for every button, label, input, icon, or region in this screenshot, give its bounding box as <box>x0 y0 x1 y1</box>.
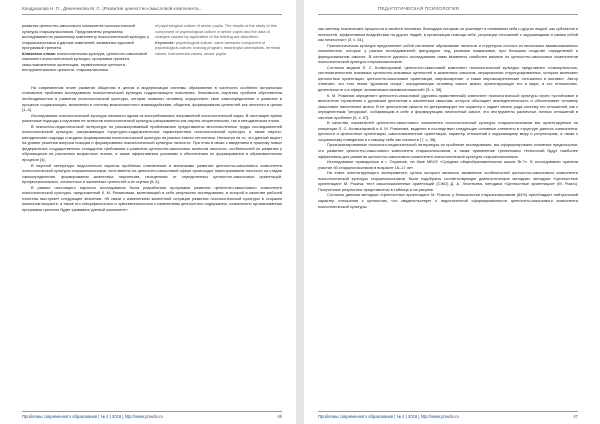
keywords-en-label: Keywords: <box>155 39 175 45</box>
keywords-en-text: psychological culture, value-semantic component of psychological culture, training program, meaningful orientations, terminal values, instrumental values, senior pupils. <box>155 39 280 56</box>
keywords-en <box>155 40 282 57</box>
paragraph: Проанализированные психолого-педагогической литературы по проблеме исследования, мы сформулировали основные предпосылки, что развитие ценностно-смыслового компонента старшеклассников, а также применение тренинговых технологий будут наиболее эффективны для развития ценностно-смыслового компонента психологической культуры старшеклассников. <box>318 142 578 159</box>
page-number-left: 46 <box>277 414 282 419</box>
keywords-ru-label: Ключевые слова: <box>22 50 56 56</box>
paragraph: В рамках настоящего научного исследования была разработана программа развития ценностно-смыслового компонента психологической культуры, предложенной К. М. Романовым, включающей в себя результаты исследования, в которой в качестве рабочей гипотезы выступает следующие значения: «В связи с изменением жизненной ситуации развития психологической культуры в старшем школьном возрасте, а также его специфичностью и чувствительностью к изменениям ценностного содержания, сознательно организованная программа тренинга будет развивать данный компонент». <box>22 184 282 212</box>
left-body-text <box>22 85 282 213</box>
page-number-right: 47 <box>573 414 578 419</box>
paragraph: На этапе констатирующего эксперимента, целью которого являлось выявление особенностей ценностно-смыслового компонента психологической культуры старшеклассников, были подобраны соответствующие диагностические методики: методика «Ценностные ориентации» М. Рокича, тест смысложизненных ориентаций (СЖО) Д. А. Леонтьева, методика «Ценностные ориентации» (М. Рокич). Полученные результаты представлены в таблице и на рисунке. <box>318 170 578 192</box>
left-page <box>0 0 296 424</box>
paragraph: Согласно данным методики «Ценностные ориентации» М. Рокича, у большинства старшеклассников (84%) преобладает нейтральный характер отношения к ценностям, что свидетельствует о недостаточной сформированности ценностно-смыслового компонента психологической культуры. <box>318 192 578 209</box>
abstract-ru-column <box>22 23 149 73</box>
running-head-left: Кондрашова Н. П., Демченкова М. С. |Развитие ценностно-смысловой компонента... <box>22 5 282 15</box>
right-page <box>304 0 600 424</box>
paragraph: как систему психических процессов и свойств человека, благодаря которым он участвует в понимании себя и других людей, как субъектов и личностей, эффективном воздействии на других людей, в организации помощи себе, регуляции отношений с окружающими и самим собой как личностью» [3, с. 81]. <box>318 26 578 43</box>
keywords-ru-text: психологическая культура, ценностно-смысловой компонент психологической культуры, программа тренинга, смысложизненные ориентации, терминальные ценности, инструментальные ценности, старшеклассники. <box>22 50 147 73</box>
paragraph: В научной литературе недостаточно изучены проблемы становления и механизмы развития ценностно-смыслового компонента психологической культуры старшеклассников, хотя именно на ценностно-смысловой сфере происходит перестраивание личности на стадии самоопределения, формирования жизненных перспектив, неотделимы от определенных ценностно-смысловых ориентаций, профессиональных, личностных и жизненных ценностей и их оценки [5; 6]. <box>22 162 282 185</box>
keywords-ru <box>22 51 149 73</box>
paragraph: Согласно модели Л. С. Колмогоровой, ценностно-смысловой компонент психологической культуры представлен «совокупностью, систематичностью значимых ценностно-значимых ценностей и жизненных смыслов, иерархически структурированных, которые включают ценностные ориентации, ценностно-смысловые ориентации, мировоззрение, а также мировоззренческие отношения и мотивы». Автор отмечает, что «это некая “духовная опора”, определяющая человеку смысл жизни, ориентирующую его в мире, в его отношениях, деятельности и в сфере человеческих взаимоотношений» [5, с. 38]. <box>318 64 578 93</box>
abstract-columns <box>22 23 282 73</box>
page-gutter <box>296 0 304 424</box>
footer-journal-link[interactable]: Проблемы современного образования | № 4 | 2018 | http://www.pmedu.ru <box>318 414 459 419</box>
running-head-right: ПЕДАГОГИЧЕСКАЯ ПСИХОЛОГИЯ <box>318 5 578 15</box>
abstract-en: of psychological culture of senior pupils. The results of the study of this component of psychological culture in senior pupils and the data of changes caused by application of the training are described. <box>155 23 277 40</box>
paragraph: В качестве показателей ценностно-смыслового компонента психологической культуры старшеклассников мы ориентируемся на концепции Л. С. Колмогоровой и К. М. Романова, выделяя в последствии следующие основные элементы в структуре данного компонента: ценности и ценностные ориентации, смысложизненные ориентации, характер отношений к окружающему миру и регуляторам, а также к социальному поведению и к самому себе как личности [7, с. 36]. <box>318 120 578 142</box>
paragraph: К. М. Романов определяет ценностно-смысловой (духовно-нравственный) компонент психологической культуры через «устойчивое и вечностное стремление к духовным ценностям и жизненным смыслам, которое обогащает жизнедеятельность и обеспечивает человеку смысловое наполнение жизни. В ее ценностном смысле ее детерминирует его характер и задает своего рода систему его отношений, как к определенным “ресурсам”, собирающим в себе и формирующим личностный смысл, его инструменты различных личных отношений в системе проблем» [6, с. 67]. <box>318 92 578 120</box>
paragraph: В психолого-педагогической литературе по рассматриваемой проблематике представлены многочисленные труды исследователей психологической культуры, раскрывающих структурно-содержательные характеристики психологической культуры, а также научно-методические подходы и модели формирования психологической культуры на разных этапах онтогенеза. Несмотря на то, что данный акцент на уровне решения вопроса позиции и формирования психологической культуры личности. При этом в связи с введением в практику новых федеральных государственных стандартов требования к развитию ценностно-смысловых аспектов личности, особенностей их развития у обучающихся на различных возрастных этапах, а также эффективным условиям и обеспечению их формирования в образовательном процессе [4]. <box>22 123 282 163</box>
footer-right <box>318 411 578 419</box>
footer-journal-link[interactable]: Проблемы современного образования | № 4 | 2018 | http://www.pmedu.ru <box>22 414 163 419</box>
footer-left <box>22 411 282 419</box>
paragraph: На современном этапе развития общества в целом и модернизации системы образования в частности особенно актуальным становится проблема исследования психологической культуры подрастающего поколения. Значимость изучения проблем обусловлена необходимостью в развитии психологической культуры, которая позволит человеку осуществить свое самоопределение и развитие в процессе социализации, включении в систему межличностного взаимодействия, общения, формирования ценностей как личности в целом [1–3]. <box>22 84 282 113</box>
paragraph: Исследования психологической культуры являются одним из востребованных направлений психологической науки. В настоящее время различные подходы к изучению ее аспектов психологической культуры раскрываются как научно-теоретическом, так и методическом плане. <box>22 112 282 124</box>
abstract-en-column <box>155 23 282 73</box>
paragraph: Психологическая культура представляет собой системное образование личности и структурно состоит из нескольких взаимосвязанных компонентов, которые у разных исследователей фигурируют под разными названиями, при большом сходстве определений и функциональном смысле. В контексте данного исследования нами выявлены наиболее важные из ценностно-смысловых компонентов психологической культуры старшеклассников. <box>318 42 578 65</box>
paragraph: Исследование проводилось в г. Саранске, на базе МБОУ «Средняя общеобразовательная школа №7». В исследовании приняли участие 50 старшеклассников в возрасте 16–17 лет. <box>318 159 578 170</box>
abstract-ru: развития ценностно-смыслового компонента психологической культуры старшеклассников. Представлены результаты исследования по указанному компоненту психологической культуры у старшеклассников и данные изменений, вызванных курсовой программой тренинга. <box>22 23 149 51</box>
right-body-text <box>318 26 578 209</box>
